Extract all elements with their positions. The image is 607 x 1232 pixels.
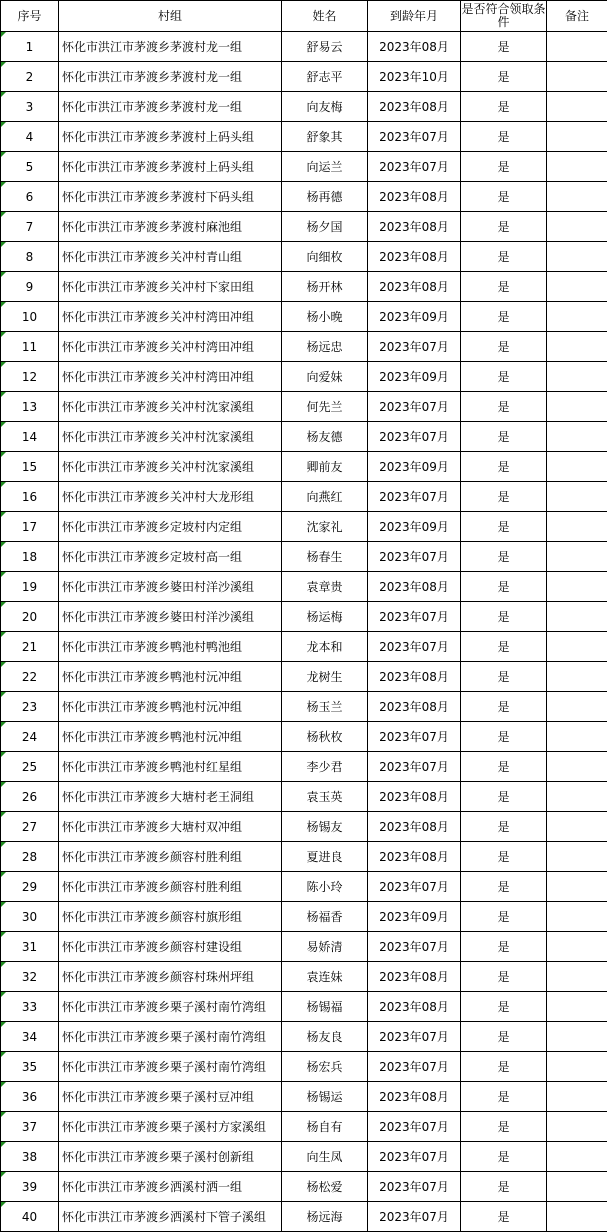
cell-eligible: 是 <box>461 392 547 422</box>
cell-date: 2023年08月 <box>368 962 461 992</box>
cell-date: 2023年07月 <box>368 542 461 572</box>
cell-date: 2023年08月 <box>368 92 461 122</box>
cell-village: 怀化市洪江市茅渡乡茅渡村龙一组 <box>59 92 282 122</box>
cell-eligible: 是 <box>461 1142 547 1172</box>
cell-eligible: 是 <box>461 1082 547 1112</box>
cell-num: 25 <box>1 752 59 782</box>
cell-num: 28 <box>1 842 59 872</box>
cell-num: 39 <box>1 1172 59 1202</box>
cell-eligible: 是 <box>461 122 547 152</box>
cell-remark <box>547 722 607 752</box>
cell-remark <box>547 962 607 992</box>
cell-date: 2023年07月 <box>368 752 461 782</box>
cell-num: 18 <box>1 542 59 572</box>
cell-date: 2023年09月 <box>368 362 461 392</box>
cell-eligible: 是 <box>461 1112 547 1142</box>
cell-eligible: 是 <box>461 932 547 962</box>
cell-num: 32 <box>1 962 59 992</box>
cell-remark <box>547 152 607 182</box>
cell-eligible: 是 <box>461 302 547 332</box>
table-row <box>1 92 607 122</box>
cell-village: 怀化市洪江市茅渡乡定坡村高一组 <box>59 542 282 572</box>
cell-remark <box>547 1052 607 1082</box>
cell-remark <box>547 422 607 452</box>
cell-date: 2023年08月 <box>368 782 461 812</box>
table-row <box>1 1112 607 1142</box>
table-row <box>1 242 607 272</box>
cell-name: 何先兰 <box>282 392 368 422</box>
table-row <box>1 602 607 632</box>
table-row <box>1 842 607 872</box>
cell-remark <box>547 1112 607 1142</box>
cell-village: 怀化市洪江市茅渡乡栗子溪村创新组 <box>59 1142 282 1172</box>
cell-village: 怀化市洪江市茅渡乡栗子溪村方家溪组 <box>59 1112 282 1142</box>
cell-num: 34 <box>1 1022 59 1052</box>
table-row <box>1 332 607 362</box>
cell-remark <box>547 992 607 1022</box>
cell-name: 向爱妹 <box>282 362 368 392</box>
cell-eligible: 是 <box>461 362 547 392</box>
cell-village: 怀化市洪江市茅渡乡婆田村洋沙溪组 <box>59 572 282 602</box>
cell-num: 4 <box>1 122 59 152</box>
cell-date: 2023年07月 <box>368 602 461 632</box>
cell-name: 向燕红 <box>282 482 368 512</box>
cell-eligible: 是 <box>461 152 547 182</box>
cell-num: 40 <box>1 1202 59 1232</box>
cell-num: 1 <box>1 32 59 62</box>
cell-name: 杨开林 <box>282 272 368 302</box>
cell-remark <box>547 842 607 872</box>
cell-eligible: 是 <box>461 332 547 362</box>
cell-date: 2023年07月 <box>368 1112 461 1142</box>
cell-village: 怀化市洪江市茅渡乡关冲村下家田组 <box>59 272 282 302</box>
cell-eligible: 是 <box>461 632 547 662</box>
cell-name: 龙本和 <box>282 632 368 662</box>
cell-eligible: 是 <box>461 1022 547 1052</box>
cell-num: 13 <box>1 392 59 422</box>
cell-eligible: 是 <box>461 902 547 932</box>
cell-remark <box>547 1202 607 1232</box>
cell-eligible: 是 <box>461 662 547 692</box>
cell-village: 怀化市洪江市茅渡乡茅渡村龙一组 <box>59 62 282 92</box>
cell-name: 杨远忠 <box>282 332 368 362</box>
cell-remark <box>547 812 607 842</box>
cell-date: 2023年07月 <box>368 392 461 422</box>
table-row <box>1 1202 607 1232</box>
cell-name: 沈家礼 <box>282 512 368 542</box>
table-row <box>1 1022 607 1052</box>
cell-name: 杨自有 <box>282 1112 368 1142</box>
cell-village: 怀化市洪江市茅渡乡颜容村旗形组 <box>59 902 282 932</box>
cell-num: 19 <box>1 572 59 602</box>
cell-num: 5 <box>1 152 59 182</box>
header-date: 到龄年月 <box>368 1 461 32</box>
table-row <box>1 1142 607 1172</box>
cell-date: 2023年08月 <box>368 572 461 602</box>
cell-village: 怀化市洪江市茅渡乡茅渡村上码头组 <box>59 152 282 182</box>
cell-eligible: 是 <box>461 1172 547 1202</box>
cell-village: 怀化市洪江市茅渡乡关冲村沈家溪组 <box>59 452 282 482</box>
header-eligible-label: 是否符合领取条件 <box>461 3 546 29</box>
cell-eligible: 是 <box>461 182 547 212</box>
table-row <box>1 542 607 572</box>
cell-date: 2023年08月 <box>368 842 461 872</box>
cell-date: 2023年08月 <box>368 242 461 272</box>
cell-village: 怀化市洪江市茅渡乡颜容村建设组 <box>59 932 282 962</box>
cell-date: 2023年09月 <box>368 452 461 482</box>
cell-remark <box>547 302 607 332</box>
cell-num: 11 <box>1 332 59 362</box>
cell-date: 2023年07月 <box>368 332 461 362</box>
cell-date: 2023年08月 <box>368 1082 461 1112</box>
cell-name: 杨锡运 <box>282 1082 368 1112</box>
cell-eligible: 是 <box>461 1052 547 1082</box>
table-row <box>1 482 607 512</box>
table-row <box>1 362 607 392</box>
cell-village: 怀化市洪江市茅渡乡洒溪村下管子溪组 <box>59 1202 282 1232</box>
cell-date: 2023年08月 <box>368 272 461 302</box>
cell-village: 怀化市洪江市茅渡乡茅渡村麻池组 <box>59 212 282 242</box>
cell-num: 23 <box>1 692 59 722</box>
cell-num: 16 <box>1 482 59 512</box>
cell-village: 怀化市洪江市茅渡乡关冲村沈家溪组 <box>59 422 282 452</box>
cell-date: 2023年09月 <box>368 512 461 542</box>
cell-name: 杨松爱 <box>282 1172 368 1202</box>
cell-date: 2023年07月 <box>368 1052 461 1082</box>
cell-date: 2023年07月 <box>368 722 461 752</box>
table-row <box>1 782 607 812</box>
cell-eligible: 是 <box>461 512 547 542</box>
cell-date: 2023年07月 <box>368 122 461 152</box>
cell-date: 2023年08月 <box>368 992 461 1022</box>
header-village: 村组 <box>59 1 282 32</box>
cell-eligible: 是 <box>461 992 547 1022</box>
cell-date: 2023年07月 <box>368 872 461 902</box>
table-row <box>1 962 607 992</box>
cell-village: 怀化市洪江市茅渡乡定坡村内定组 <box>59 512 282 542</box>
cell-eligible: 是 <box>461 212 547 242</box>
cell-num: 26 <box>1 782 59 812</box>
cell-remark <box>547 182 607 212</box>
cell-village: 怀化市洪江市茅渡乡茅渡村上码头组 <box>59 122 282 152</box>
cell-village: 怀化市洪江市茅渡乡栗子溪村南竹湾组 <box>59 992 282 1022</box>
cell-eligible: 是 <box>461 272 547 302</box>
table-row <box>1 632 607 662</box>
table-row <box>1 212 607 242</box>
cell-village: 怀化市洪江市茅渡乡婆田村洋沙溪组 <box>59 602 282 632</box>
table-row <box>1 272 607 302</box>
cell-date: 2023年07月 <box>368 632 461 662</box>
cell-name: 易娇清 <box>282 932 368 962</box>
cell-village: 怀化市洪江市茅渡乡关冲村大龙形组 <box>59 482 282 512</box>
table-row <box>1 62 607 92</box>
cell-name: 袁玉英 <box>282 782 368 812</box>
cell-date: 2023年07月 <box>368 422 461 452</box>
cell-village: 怀化市洪江市茅渡乡茅渡村下码头组 <box>59 182 282 212</box>
table-row <box>1 152 607 182</box>
cell-remark <box>547 872 607 902</box>
cell-remark <box>547 632 607 662</box>
table-row <box>1 932 607 962</box>
cell-village: 怀化市洪江市茅渡乡颜容村胜利组 <box>59 842 282 872</box>
cell-remark <box>547 452 607 482</box>
cell-name: 舒象其 <box>282 122 368 152</box>
cell-date: 2023年08月 <box>368 692 461 722</box>
cell-remark <box>547 212 607 242</box>
cell-village: 怀化市洪江市茅渡乡洒溪村洒一组 <box>59 1172 282 1202</box>
cell-num: 35 <box>1 1052 59 1082</box>
cell-num: 29 <box>1 872 59 902</box>
cell-name: 袁章贵 <box>282 572 368 602</box>
cell-num: 31 <box>1 932 59 962</box>
cell-village: 怀化市洪江市茅渡乡鸭池村鸭池组 <box>59 632 282 662</box>
cell-remark <box>547 392 607 422</box>
cell-name: 舒易云 <box>282 32 368 62</box>
cell-name: 向生凤 <box>282 1142 368 1172</box>
cell-remark <box>547 572 607 602</box>
cell-name: 杨锡福 <box>282 992 368 1022</box>
cell-village: 怀化市洪江市茅渡乡颜容村珠州坪组 <box>59 962 282 992</box>
cell-name: 袁连妹 <box>282 962 368 992</box>
cell-date: 2023年09月 <box>368 902 461 932</box>
cell-remark <box>547 932 607 962</box>
cell-date: 2023年07月 <box>368 1172 461 1202</box>
table-row <box>1 302 607 332</box>
cell-eligible: 是 <box>461 782 547 812</box>
cell-num: 10 <box>1 302 59 332</box>
cell-name: 杨小晚 <box>282 302 368 332</box>
cell-village: 怀化市洪江市茅渡乡栗子溪村豆冲组 <box>59 1082 282 1112</box>
cell-date: 2023年07月 <box>368 152 461 182</box>
cell-eligible: 是 <box>461 482 547 512</box>
cell-name: 龙树生 <box>282 662 368 692</box>
cell-num: 6 <box>1 182 59 212</box>
cell-num: 38 <box>1 1142 59 1172</box>
table-row <box>1 812 607 842</box>
cell-num: 14 <box>1 422 59 452</box>
cell-eligible: 是 <box>461 62 547 92</box>
cell-remark <box>547 62 607 92</box>
cell-remark <box>547 1082 607 1112</box>
cell-num: 8 <box>1 242 59 272</box>
header-row <box>1 1 607 32</box>
table-row <box>1 872 607 902</box>
cell-num: 20 <box>1 602 59 632</box>
table-row <box>1 692 607 722</box>
cell-remark <box>547 1172 607 1202</box>
cell-village: 怀化市洪江市茅渡乡关冲村湾田冲组 <box>59 362 282 392</box>
cell-remark <box>547 1142 607 1172</box>
cell-name: 杨秋枚 <box>282 722 368 752</box>
table-row <box>1 32 607 62</box>
cell-remark <box>547 242 607 272</box>
table-row <box>1 452 607 482</box>
header-eligible <box>461 1 547 32</box>
table-row <box>1 422 607 452</box>
cell-eligible: 是 <box>461 692 547 722</box>
cell-eligible: 是 <box>461 842 547 872</box>
cell-date: 2023年07月 <box>368 1202 461 1232</box>
cell-eligible: 是 <box>461 812 547 842</box>
cell-remark <box>547 512 607 542</box>
cell-remark <box>547 362 607 392</box>
cell-village: 怀化市洪江市茅渡乡大塘村双冲组 <box>59 812 282 842</box>
cell-remark <box>547 902 607 932</box>
cell-name: 杨春生 <box>282 542 368 572</box>
cell-name: 杨运梅 <box>282 602 368 632</box>
cell-name: 向细枚 <box>282 242 368 272</box>
cell-remark <box>547 332 607 362</box>
cell-date: 2023年07月 <box>368 932 461 962</box>
cell-num: 36 <box>1 1082 59 1112</box>
cell-name: 杨友良 <box>282 1022 368 1052</box>
cell-village: 怀化市洪江市茅渡乡栗子溪村南竹湾组 <box>59 1022 282 1052</box>
table-row <box>1 122 607 152</box>
cell-eligible: 是 <box>461 32 547 62</box>
header-num: 序号 <box>1 1 59 32</box>
cell-date: 2023年09月 <box>368 302 461 332</box>
cell-name: 杨远海 <box>282 1202 368 1232</box>
cell-eligible: 是 <box>461 452 547 482</box>
table-row <box>1 902 607 932</box>
cell-num: 37 <box>1 1112 59 1142</box>
cell-remark <box>547 542 607 572</box>
cell-date: 2023年08月 <box>368 32 461 62</box>
cell-remark <box>547 272 607 302</box>
cell-eligible: 是 <box>461 542 547 572</box>
header-remark: 备注 <box>547 1 607 32</box>
cell-village: 怀化市洪江市茅渡乡茅渡村龙一组 <box>59 32 282 62</box>
cell-village: 怀化市洪江市茅渡乡关冲村沈家溪组 <box>59 392 282 422</box>
cell-remark <box>547 32 607 62</box>
cell-name: 向友梅 <box>282 92 368 122</box>
cell-name: 夏进良 <box>282 842 368 872</box>
cell-date: 2023年07月 <box>368 1022 461 1052</box>
cell-eligible: 是 <box>461 872 547 902</box>
cell-num: 9 <box>1 272 59 302</box>
cell-date: 2023年07月 <box>368 482 461 512</box>
cell-remark <box>547 92 607 122</box>
cell-eligible: 是 <box>461 1202 547 1232</box>
cell-name: 陈小玲 <box>282 872 368 902</box>
cell-village: 怀化市洪江市茅渡乡关冲村湾田冲组 <box>59 332 282 362</box>
cell-name: 杨再德 <box>282 182 368 212</box>
cell-village: 怀化市洪江市茅渡乡颜容村胜利组 <box>59 872 282 902</box>
cell-num: 30 <box>1 902 59 932</box>
cell-date: 2023年08月 <box>368 662 461 692</box>
table-row <box>1 752 607 782</box>
table-row <box>1 992 607 1022</box>
cell-name: 杨福香 <box>282 902 368 932</box>
cell-eligible: 是 <box>461 242 547 272</box>
cell-num: 17 <box>1 512 59 542</box>
table-row <box>1 182 607 212</box>
cell-date: 2023年08月 <box>368 182 461 212</box>
cell-name: 杨锡友 <box>282 812 368 842</box>
table-row <box>1 1082 607 1112</box>
cell-eligible: 是 <box>461 92 547 122</box>
cell-num: 21 <box>1 632 59 662</box>
cell-num: 15 <box>1 452 59 482</box>
cell-num: 22 <box>1 662 59 692</box>
table-row <box>1 392 607 422</box>
cell-num: 27 <box>1 812 59 842</box>
cell-date: 2023年07月 <box>368 1142 461 1172</box>
cell-date: 2023年08月 <box>368 212 461 242</box>
table-row <box>1 512 607 542</box>
cell-name: 李少君 <box>282 752 368 782</box>
cell-name: 卿前友 <box>282 452 368 482</box>
cell-num: 33 <box>1 992 59 1022</box>
cell-name: 向运兰 <box>282 152 368 182</box>
cell-num: 12 <box>1 362 59 392</box>
cell-eligible: 是 <box>461 722 547 752</box>
cell-num: 2 <box>1 62 59 92</box>
cell-village: 怀化市洪江市茅渡乡栗子溪村南竹湾组 <box>59 1052 282 1082</box>
cell-remark <box>547 662 607 692</box>
cell-eligible: 是 <box>461 602 547 632</box>
table-row <box>1 662 607 692</box>
cell-date: 2023年10月 <box>368 62 461 92</box>
cell-remark <box>547 752 607 782</box>
cell-name: 杨玉兰 <box>282 692 368 722</box>
cell-remark <box>547 782 607 812</box>
cell-remark <box>547 602 607 632</box>
cell-name: 杨友德 <box>282 422 368 452</box>
cell-village: 怀化市洪江市茅渡乡鸭池村沅冲组 <box>59 662 282 692</box>
cell-village: 怀化市洪江市茅渡乡鸭池村沅冲组 <box>59 692 282 722</box>
cell-num: 24 <box>1 722 59 752</box>
cell-name: 杨宏兵 <box>282 1052 368 1082</box>
table-row <box>1 722 607 752</box>
cell-num: 7 <box>1 212 59 242</box>
cell-remark <box>547 692 607 722</box>
cell-eligible: 是 <box>461 962 547 992</box>
table-row <box>1 1172 607 1202</box>
cell-name: 杨夕国 <box>282 212 368 242</box>
cell-num: 3 <box>1 92 59 122</box>
cell-eligible: 是 <box>461 752 547 782</box>
table-row <box>1 572 607 602</box>
cell-village: 怀化市洪江市茅渡乡鸭池村沅冲组 <box>59 722 282 752</box>
cell-eligible: 是 <box>461 422 547 452</box>
cell-name: 舒志平 <box>282 62 368 92</box>
cell-village: 怀化市洪江市茅渡乡大塘村老王洞组 <box>59 782 282 812</box>
cell-eligible: 是 <box>461 572 547 602</box>
table-row <box>1 1052 607 1082</box>
cell-village: 怀化市洪江市茅渡乡关冲村青山组 <box>59 242 282 272</box>
cell-village: 怀化市洪江市茅渡乡关冲村湾田冲组 <box>59 302 282 332</box>
cell-date: 2023年08月 <box>368 812 461 842</box>
cell-village: 怀化市洪江市茅渡乡鸭池村红星组 <box>59 752 282 782</box>
cell-remark <box>547 482 607 512</box>
cell-remark <box>547 122 607 152</box>
cell-remark <box>547 1022 607 1052</box>
header-name: 姓名 <box>282 1 368 32</box>
